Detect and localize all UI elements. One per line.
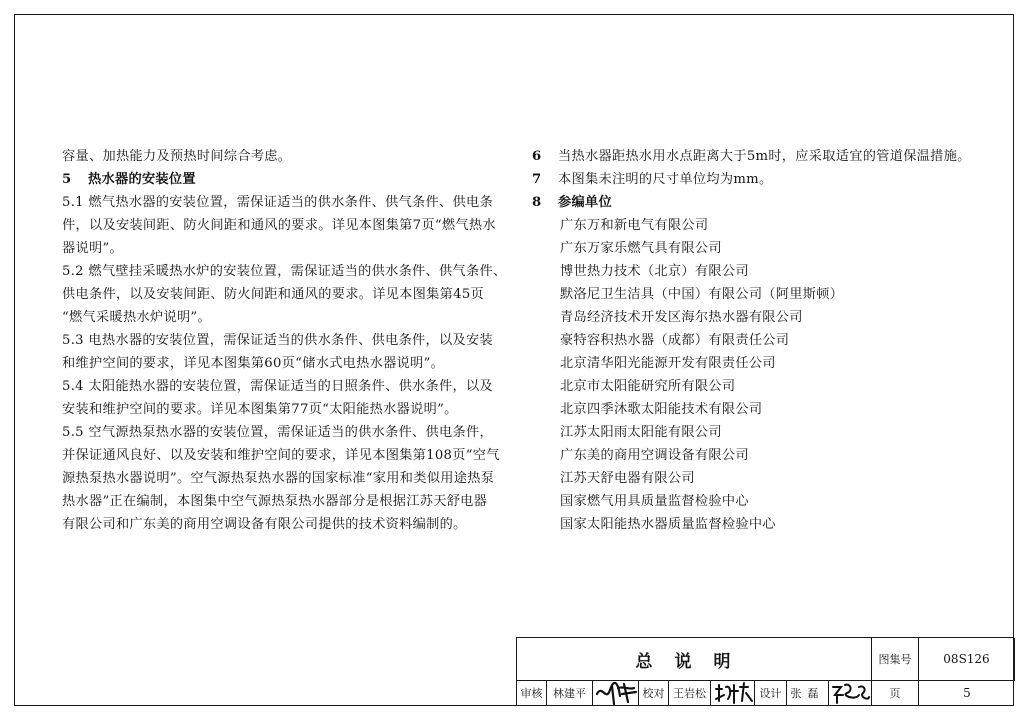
design-name: 张磊	[787, 681, 829, 705]
organization-item: 青岛经济技术开发区海尔热水器有限公司	[560, 310, 803, 325]
drawing-title: 总说明	[517, 638, 872, 681]
text-line: 5.2 燃气壁挂采暖热水炉的安装位置，需保证适当的供水条件、供气条件、	[62, 264, 507, 279]
text-line: 件，以及安装间距、防火间距和通风的要求。详见本图集第7页“燃气热水	[62, 218, 496, 233]
organization-item: 博世热力技术（北京）有限公司	[560, 264, 749, 279]
signature-scribble	[594, 680, 638, 706]
check-label: 校对	[639, 681, 669, 705]
item-title: 参编单位	[558, 195, 612, 210]
item-8-heading	[532, 191, 962, 214]
signature-scribble	[712, 681, 754, 705]
organization-item: 北京四季沐歌太阳能技术有限公司	[560, 402, 763, 417]
organization-item: 北京市太阳能研究所有限公司	[560, 379, 736, 394]
item-text: 当热水器距热水用水点距离大于5m时，应采取适宜的管道保温措施。	[558, 149, 971, 164]
organization-item: 国家太阳能热水器质量监督检验中心	[560, 517, 776, 532]
right-column	[532, 145, 971, 536]
text-line: “燃气采暖热水炉说明”。	[62, 310, 211, 325]
organization-item: 默洛尼卫生洁具（中国）有限公司（阿里斯顿）	[560, 287, 844, 302]
reviewer-signature	[593, 681, 639, 705]
organization-item: 广东万和新电气有限公司	[560, 218, 709, 233]
page-number: 5	[963, 686, 971, 700]
text-line: 容量、加热能力及预热时间综合考虑。	[62, 149, 292, 164]
section-title: 热水器的安装位置	[88, 172, 196, 187]
item-7	[532, 168, 962, 191]
text-line: 器说明”。	[62, 241, 123, 256]
section-number: 5	[62, 172, 72, 187]
atlas-label: 图集号	[872, 638, 919, 681]
text-line: 源热泵热水器说明”。空气源热泵热水器的国家标准“家用和类似用途热泵	[62, 471, 495, 486]
text-line: 5.4 太阳能热水器的安装位置，需保证适当的日照条件、供水条件，以及	[62, 379, 493, 394]
text-line: 热水器”正在编制，本图集中空气源热泵热水器部分是根据江苏天舒电器	[62, 494, 488, 509]
design-label: 设计	[755, 681, 787, 705]
organization-item: 国家燃气用具质量监督检验中心	[560, 494, 749, 509]
review-name: 林建平	[547, 681, 593, 705]
text-line: 安装和维护空间的要求。详见本图集第77页“太阳能热水器说明”。	[62, 402, 458, 417]
designer-signature	[829, 681, 872, 705]
organization-item: 广东美的商用空调设备有限公司	[560, 448, 749, 463]
text-line: 5.3 电热水器的安装位置，需保证适当的供水条件、供电条件，以及安装	[62, 333, 493, 348]
section-heading-5	[62, 168, 512, 191]
review-label: 审核	[517, 681, 547, 705]
organization-item: 豪特容积热水器（成都）有限责任公司	[560, 333, 790, 348]
atlas-number: 08S126	[919, 638, 1015, 681]
title-block	[516, 637, 1014, 706]
text-line: 并保证通风良好、以及安装和维护空间的要求，详见本图集第108页“空气	[62, 448, 500, 463]
organization-item: 江苏太阳雨太阳能有限公司	[560, 425, 722, 440]
text-line: 和维护空间的要求，详见本图集第60页“储水式电热水器说明”。	[62, 356, 445, 371]
text-line: 5.1 燃气热水器的安装位置，需保证适当的供水条件、供气条件、供电条	[62, 195, 493, 210]
item-number: 8	[532, 195, 542, 210]
organization-item: 江苏天舒电器有限公司	[560, 471, 695, 486]
item-number: 7	[532, 172, 542, 187]
organization-item: 北京清华阳光能源开发有限责任公司	[560, 356, 776, 371]
text-line: 供电条件，以及安装间距、防火间距和通风的要求。详见本图集第45页	[62, 287, 485, 302]
page-label: 页	[872, 681, 919, 705]
text-line: 5.5 空气源热泵热水器的安装位置，需保证适当的供水条件、供电条件，	[62, 425, 493, 440]
item-text: 本图集未注明的尺寸单位均为mm。	[558, 172, 773, 187]
item-6	[532, 145, 971, 168]
check-name: 王岩松	[669, 681, 711, 705]
organization-item: 广东万家乐燃气具有限公司	[560, 241, 722, 256]
checker-signature	[711, 681, 755, 705]
signature-scribble	[829, 681, 871, 705]
item-number: 6	[532, 149, 542, 164]
text-line: 有限公司和广东美的商用空调设备有限公司提供的技术资料编制的。	[62, 517, 467, 532]
left-column	[62, 145, 512, 536]
